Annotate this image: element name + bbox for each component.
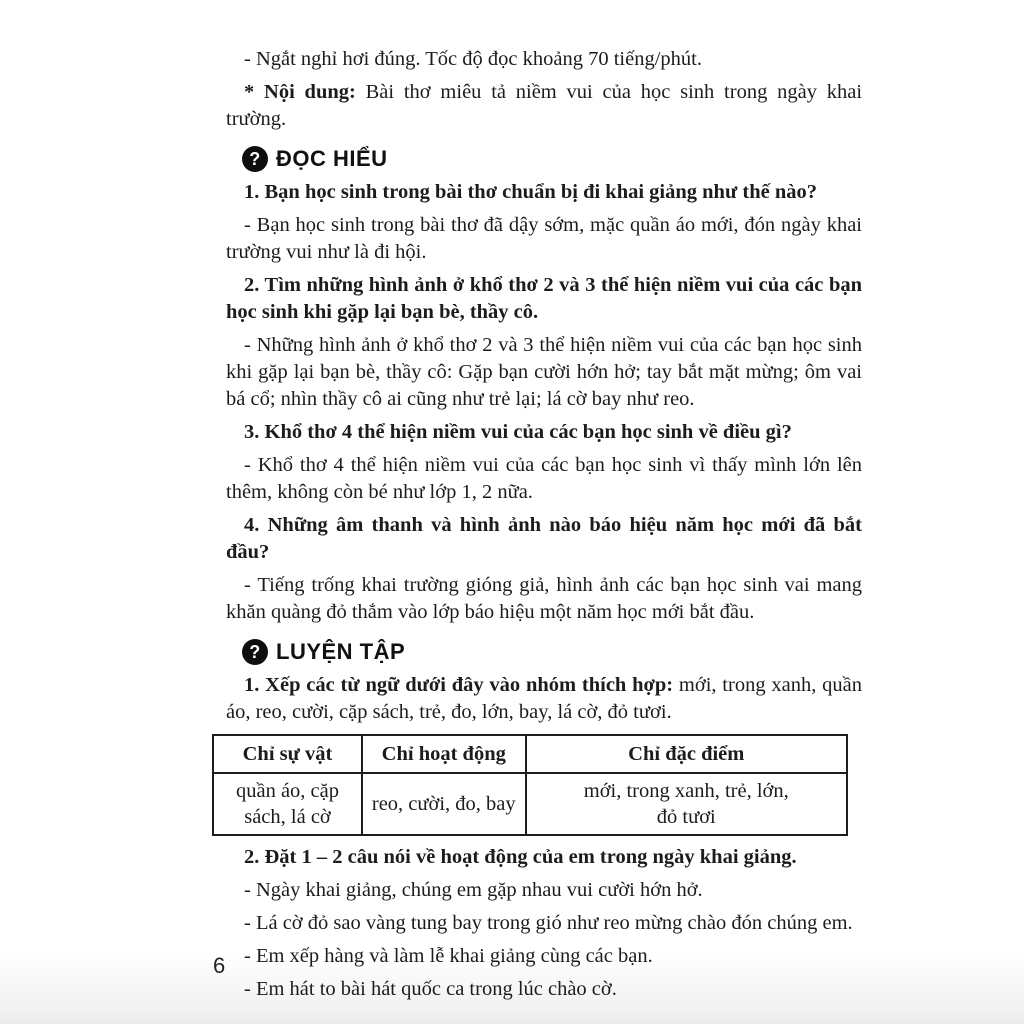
cell-dac-diem-text: mới, trong xanh, trẻ, lớn, đỏ tươi <box>583 780 789 828</box>
table-row <box>213 773 847 835</box>
exercise-2-answer-4: - Em hát to bài hát quốc ca trong lúc chào cờ. <box>244 978 617 1000</box>
answer-4: - Tiếng trống khai trường gióng giả, hình ảnh các bạn học sinh vai mang khăn quàng đỏ thắm vào lớp báo hiệu một năm học mới bắt đầu. <box>226 574 862 623</box>
cell-hoat-dong <box>362 773 526 835</box>
page-content <box>212 40 862 1009</box>
cell-su-vat <box>213 773 362 835</box>
cell-hoat-dong-text: reo, cười, đo, bay <box>371 793 516 815</box>
paragraph-pause-note: - Ngắt nghỉ hơi đúng. Tốc độ đọc khoảng 70 tiếng/phút. <box>244 48 702 70</box>
question-badge-icon: ? <box>242 146 268 172</box>
exercise-1-label: 1. Xếp các từ ngữ dưới đây vào nhóm thích hợp: <box>244 674 674 696</box>
header-dac-diem: Chỉ đặc điểm <box>526 735 847 773</box>
section-title-luyen-tap: LUYỆN TẬP <box>276 639 406 664</box>
content-label: * Nội dung: <box>244 81 356 103</box>
exercise-2: 2. Đặt 1 – 2 câu nói về hoạt động của em trong ngày khai giảng. <box>244 846 797 868</box>
answer-2: - Những hình ảnh ở khổ thơ 2 và 3 thể hiện niềm vui của các bạn học sinh khi gặp lại bạn bè, thầy cô: Gặp bạn cười hớn hở; tay bắt mặt mừng; ôm vai bá cổ; nhìn thầy cô ai cũng như trẻ lại; lá cờ bay như reo. <box>226 334 862 410</box>
section-title-doc-hieu: ĐỌC HIỂU <box>276 146 388 171</box>
classification-table <box>212 734 848 836</box>
cell-su-vat-text: quần áo, cặp sách, lá cờ <box>235 780 339 828</box>
page-number: 6 <box>213 953 226 978</box>
question-1: 1. Bạn học sinh trong bài thơ chuẩn bị đi khai giảng như thế nào? <box>244 181 817 203</box>
question-3: 3. Khổ thơ 4 thể hiện niềm vui của các bạn học sinh về điều gì? <box>244 421 792 443</box>
section-header-doc-hieu <box>212 146 862 172</box>
table-header-row <box>213 735 847 773</box>
exercise-1-words: mới, trong xanh, quần áo, reo, cười, cặp sách, trẻ, đo, lớn, bay, lá cờ, đỏ tươi. <box>226 674 862 723</box>
exercise-2-answer-1: - Ngày khai giảng, chúng em gặp nhau vui cười hớn hở. <box>244 879 703 901</box>
question-4: 4. Những âm thanh và hình ảnh nào báo hiệu năm học mới đã bắt đầu? <box>226 514 862 563</box>
section-header-luyen-tap <box>212 639 862 665</box>
cell-dac-diem <box>526 773 847 835</box>
exercise-1 <box>212 672 862 726</box>
question-badge-icon: ? <box>242 639 268 665</box>
answer-3: - Khổ thơ 4 thể hiện niềm vui của các bạn học sinh vì thấy mình lớn lên thêm, không còn bé như lớp 1, 2 nữa. <box>226 454 862 503</box>
content-summary-text: Bài thơ miêu tả niềm vui của học sinh trong ngày khai trường. <box>226 81 863 130</box>
exercise-2-answer-2: - Lá cờ đỏ sao vàng tung bay trong gió như reo mừng chào đón chúng em. <box>244 912 853 934</box>
exercise-2-answer-3: - Em xếp hàng và làm lễ khai giảng cùng các bạn. <box>244 945 653 967</box>
paragraph-content-summary <box>212 79 862 133</box>
answer-1: - Bạn học sinh trong bài thơ đã dậy sớm, mặc quần áo mới, đón ngày khai trường vui như là đi hội. <box>226 214 862 263</box>
header-su-vat: Chỉ sự vật <box>213 735 362 773</box>
header-hoat-dong: Chỉ hoạt động <box>362 735 526 773</box>
question-2: 2. Tìm những hình ảnh ở khổ thơ 2 và 3 thể hiện niềm vui của các bạn học sinh khi gặp lại bạn bè, thầy cô. <box>226 274 862 323</box>
